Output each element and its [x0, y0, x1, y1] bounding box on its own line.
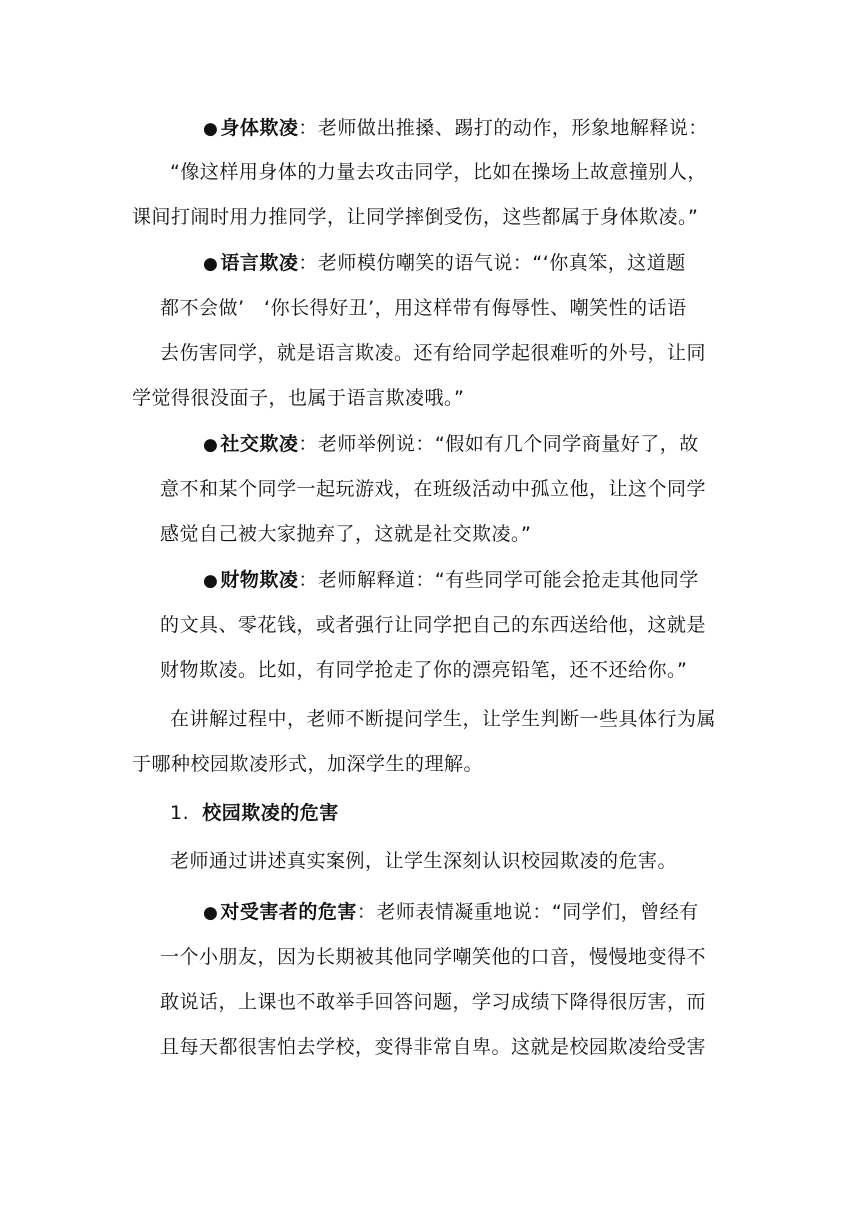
verbal-bullying-line-2: 都不会做’ ‘你长得好丑’，用这样带有侮辱性、嘲笑性的话语	[160, 297, 687, 319]
social-bullying-text: ：老师举例说：“假如有几个同学商量好了，故	[298, 433, 699, 455]
victim-harm-term: 对受害者的危害	[220, 901, 357, 923]
verbal-bullying-text: ：老师模仿嘲笑的语气说：“‘你真笨，这道题	[298, 252, 686, 274]
verbal-bullying-line-4: 学觉得很没面子，也属于语言欺凌哦。”	[132, 387, 465, 409]
bullet-icon: ●	[203, 571, 219, 591]
bullet-icon: ●	[203, 903, 219, 923]
physical-bullying-line-3: 课间打闹时用力推同学，让同学摔倒受伤，这些都属于身体欺凌。”	[132, 206, 699, 228]
heading-number: 1.	[170, 802, 190, 824]
verbal-bullying-term: 语言欺凌	[220, 252, 299, 274]
physical-bullying-term: 身体欺凌	[220, 117, 299, 139]
victim-harm-line-3: 敢说话，上课也不敢举手回答问题，学习成绩下降得很厉害，而	[160, 991, 707, 1013]
victim-harm-line-2: 一个小朋友，因为长期被其他同学嘲笑他的口音，慢慢地变得不	[160, 946, 707, 968]
property-bullying-text: ：老师解释道：“有些同学可能会抢走其他同学	[298, 569, 699, 591]
bullet-icon: ●	[203, 254, 219, 274]
property-bullying-line-1	[203, 568, 699, 593]
social-bullying-term: 社交欺凌	[220, 433, 299, 455]
bullet-icon: ●	[203, 435, 219, 455]
social-bullying-line-1	[203, 432, 699, 457]
section-heading	[170, 801, 339, 825]
bullet-icon: ●	[203, 119, 219, 139]
heading-title: 校园欺凌的危害	[202, 802, 339, 824]
property-bullying-term: 财物欺凌	[220, 569, 299, 591]
harm-intro: 老师通过讲述真实案例，让学生深刻认识校园欺凌的危害。	[170, 850, 678, 872]
victim-harm-line-4: 且每天都很害怕去学校，变得非常自卑。这就是校园欺凌给受害	[160, 1036, 707, 1058]
victim-harm-line-1	[203, 900, 699, 925]
physical-bullying-line-2: “像这样用身体的力量去攻击同学，比如在操场上故意撞别人，	[170, 161, 707, 183]
property-bullying-line-3: 财物欺凌。比如，有同学抢走了你的漂亮铅笔，还不还给你。”	[160, 659, 688, 681]
verbal-bullying-line-3: 去伤害同学，就是语言欺凌。还有给同学起很难听的外号，让同	[160, 342, 707, 364]
physical-bullying-text: ：老师做出推搡、踢打的动作，形象地解释说：	[298, 117, 708, 139]
property-bullying-line-2: 的文具、零花钱，或者强行让同学把自己的东西送给他，这就是	[160, 614, 707, 636]
social-bullying-line-2: 意不和某个同学一起玩游戏，在班级活动中孤立他，让这个同学	[160, 478, 707, 500]
victim-harm-text: ：老师表情凝重地说：“同学们，曾经有	[356, 901, 699, 923]
physical-bullying-line-1	[203, 116, 708, 141]
summary-line-1: 在讲解过程中，老师不断提问学生，让学生判断一些具体行为属	[170, 708, 717, 730]
social-bullying-line-3: 感觉自己被大家抛弃了，这就是社交欺凌。”	[160, 523, 532, 545]
verbal-bullying-line-1	[203, 251, 686, 276]
summary-line-2: 于哪种校园欺凌形式，加深学生的理解。	[132, 753, 484, 775]
